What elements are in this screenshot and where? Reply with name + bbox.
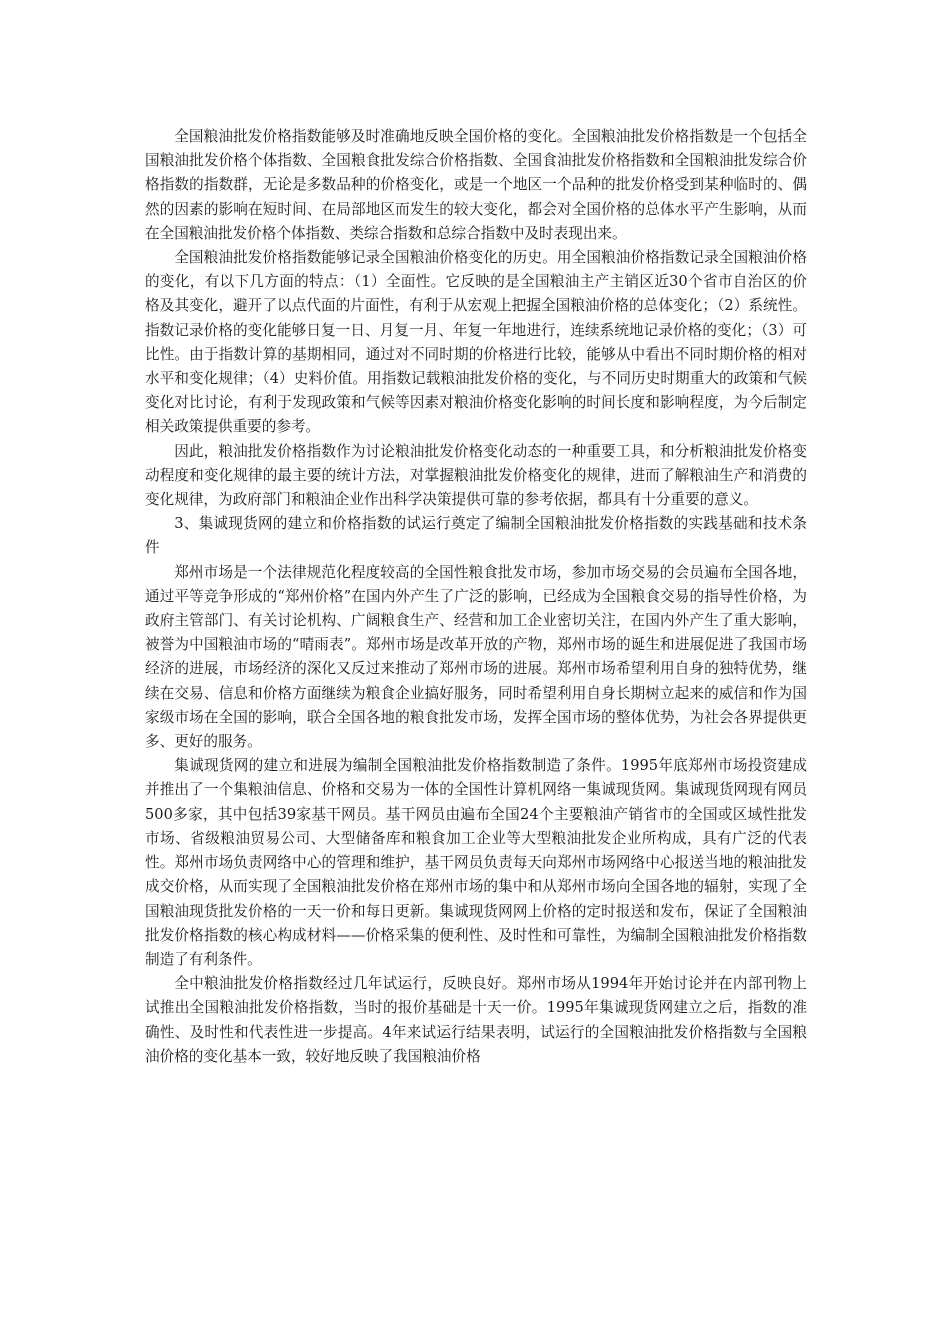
- paragraph-trial-operation: 全中粮油批发价格指数经过几年试运行，反映良好。郑州市场从1994年开始讨论并在内部刊物上试推出全国粮油批发价格指数，当时的报价基础是十天一价。1995年集诚现货网建立之后，指数的准确性、及时性和代表性进一步提高。4年来试运行结果表明，试运行的全国粮油批发价格指数与全国粮油价格的变化基本一致，较好地反映了我国粮油价格: [145, 975, 807, 1065]
- document-body: [145, 125, 807, 1069]
- paragraph-significance: 因此，粮油批发价格指数作为讨论粮油批发价格变化动态的一种重要工具，和分析粮油批发价格变动程度和变化规律的最主要的统计方法，对掌握粮油批发价格变化的规律，进而了解粮油生产和消费的变化规律，为政府部门和粮油企业作出科学决策提供可靠的参考依据，都具有十分重要的意义。: [145, 442, 807, 509]
- paragraph-price-history-record: 全国粮油批发价格指数能够记录全国粮油价格变化的历史。用全国粮油价格指数记录全国粮油价格的变化，有以下几方面的特点：（1）全面性。它反映的是全国粮油主产主销区近30个省市自治区的价格及其变化，避开了以点代面的片面性，有利于从宏观上把握全国粮油价格的总体变化；（2）系统性。指数记录价格的变化能够日复一日、月复一月、年复一年地进行，连续系统地记录价格的变化；（3）可比性。由于指数计算的基期相同，通过对不同时期的价格进行比较，能够从中看出不同时期价格的相对水平和变化规律；（4）史料价值。用指数记载粮油批发价格的变化，与不同历史时期重大的政策和气候变化对比讨论，有利于发现政策和气候等因素对粮油价格变化影响的时间长度和影响程度，为今后制定相关政策提供重要的参考。: [145, 249, 807, 436]
- section-heading-3: 3、集诚现货网的建立和价格指数的试运行奠定了编制全国粮油批发价格指数的实践基础和技术条件: [145, 515, 807, 557]
- paragraph-zhengzhou-market: 郑州市场是一个法律规范化程度较高的全国性粮食批发市场，参加市场交易的会员遍布全国各地，通过平等竞争形成的“郑州价格”在国内外产生了广泛的影响，已经成为全国粮食交易的指导性价格，为政府主管部门、有关讨论机构、广阔粮食生产、经营和加工企业密切关注，在国内外产生了重大影响，被誉为中国粮油市场的“晴雨表”。郑州市场是改革开放的产物，郑州市场的诞生和进展促进了我国市场经济的进展，市场经济的深化又反过来推动了郑州市场的进展。郑州市场希望利用自身的独特优势，继续在交易、信息和价格方面继续为粮食企业搞好服务，同时希望利用自身长期树立起来的威信和作为国家级市场在全国的影响，联合全国各地的粮食批发市场，发挥全国市场的整体优势，为社会各界提供更多、更好的服务。: [145, 563, 807, 751]
- paragraph-price-index-timeliness: 全国粮油批发价格指数能够及时准确地反映全国价格的变化。全国粮油批发价格指数是一个包括全国粮油批发价格个体指数、全国粮食批发综合价格指数、全国食油批发价格指数和全国粮油批发综合价格指数的指数群，无论是多数品种的价格变化，或是一个地区一个品种的批发价格受到某种临时的、偶然的因素的影响在短时间、在局部地区而发生的较大变化，都会对全国价格的总体水平产生影响，从而在全国粮油批发价格个体指数、类综合指数和总综合指数中及时表现出来。: [145, 128, 807, 242]
- paragraph-jicheng-network: 集诚现货网的建立和进展为编制全国粮油批发价格指数制造了条件。1995年底郑州市场投资建成并推出了一个集粮油信息、价格和交易为一体的全国性计算机网络一集诚现货网。集诚现货网现有网员500多家，其中包括39家基干网员。基干网员由遍布全国24个主要粮油产销省市的全国或区域性批发市场、省级粮油贸易公司、大型储备库和粮食加工企业等大型粮油批发企业所构成，具有广泛的代表性。郑州市场负责网络中心的管理和维护，基干网员负责每天向郑州市场网络中心报送当地的粮油批发成交价格，从而实现了全国粮油批发价格在郑州市场的集中和从郑州市场向全国各地的辐射，实现了全国粮油现货批发价格的一天一价和每日更新。集诚现货网网上价格的定时报送和发布，保证了全国粮油批发价格指数的核心构成材料——价格采集的便利性、及时性和可靠性，为编制全国粮油批发价格指数制造了有利条件。: [145, 757, 807, 968]
